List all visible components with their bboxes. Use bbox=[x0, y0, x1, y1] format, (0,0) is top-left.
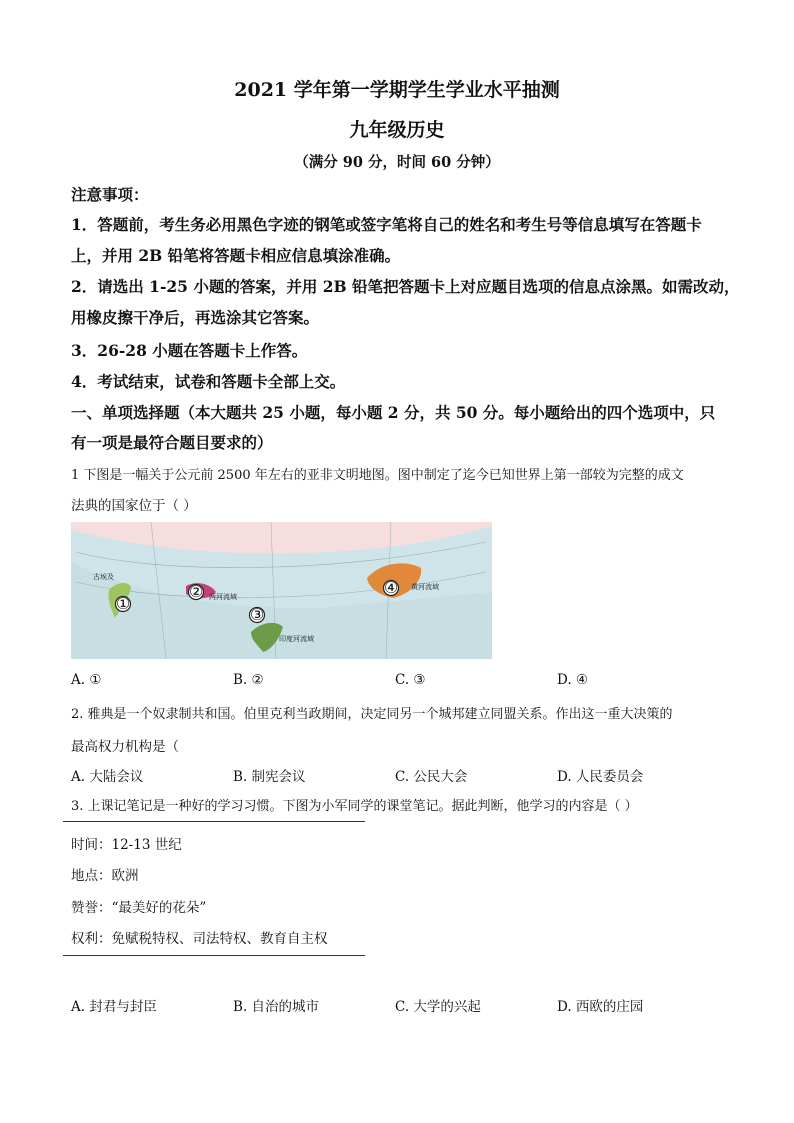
q3-note-praise: 赞誉：“最美好的花朵” bbox=[71, 900, 207, 916]
map-label-2: ② bbox=[189, 582, 204, 601]
q3-note-rights: 权利：免赋税特权、司法特权、教育自主权 bbox=[71, 931, 328, 947]
q3-note-time: 时间：12-13 世纪 bbox=[71, 837, 182, 853]
q1-stem-line-2: 法典的国家位于（ ） bbox=[71, 498, 197, 514]
ancient-civilization-map bbox=[71, 522, 492, 659]
q3-stem: 3. 上课记笔记是一种好的学习习惯。下图为小军同学的课堂笔记。据此判断，他学习的内容是（ ） bbox=[71, 799, 638, 814]
score-time: （满分 90 分，时间 60 分钟） bbox=[294, 154, 500, 171]
map-small-label-indus: 印度河流域 bbox=[279, 635, 314, 643]
q1-option-a[interactable]: A. ① bbox=[71, 672, 102, 688]
map-small-label-mesopotamia: 两河流域 bbox=[209, 593, 237, 601]
q2-option-b[interactable]: B. 制宪会议 bbox=[233, 769, 306, 785]
section-heading-line-2: 有一项是最符合题目要求的） bbox=[71, 433, 273, 452]
map-label-3: ③ bbox=[250, 605, 265, 624]
notice-item-3: 3．26-28 小题在答题卡上作答。 bbox=[71, 341, 308, 360]
notice-item-4: 4．考试结束，试卷和答题卡全部上交。 bbox=[71, 372, 346, 391]
q2-stem-line-1: 2. 雅典是一个奴隶制共和国。伯里克利当政期间，决定同另一个城邦建立同盟关系。作出这一重大决策的 bbox=[71, 707, 673, 722]
q2-stem-line-2: 最高权力机构是（ bbox=[71, 739, 179, 755]
notes-top-rule bbox=[63, 821, 365, 822]
map-label-1: ① bbox=[116, 594, 131, 613]
notice-item-2-line-1: 2．请选出 1-25 小题的答案，并用 2B 铅笔把答题卡上对应题目选项的信息点涂黑。如需改动， bbox=[71, 277, 740, 296]
q1-option-c[interactable]: C. ③ bbox=[395, 672, 426, 688]
q1-stem-line-1: 1 下图是一幅关于公元前 2500 年左右的亚非文明地图。图中制定了迄今已知世界上第一部较为完整的成文 bbox=[71, 468, 684, 483]
q1-option-d[interactable]: D. ④ bbox=[557, 672, 589, 688]
q2-option-d[interactable]: D. 人民委员会 bbox=[557, 769, 644, 785]
section-heading-line-1: 一、单项选择题（本大题共 25 小题，每小题 2 分，共 50 分。每小题给出的四个选项中，只 bbox=[71, 403, 716, 422]
q2-option-c[interactable]: C. 公民大会 bbox=[395, 769, 468, 785]
notice-item-2-line-2: 用橡皮擦干净后，再选涂其它答案。 bbox=[71, 308, 320, 327]
q3-option-c[interactable]: C. 大学的兴起 bbox=[395, 999, 481, 1015]
q3-option-a[interactable]: A. 封君与封臣 bbox=[71, 999, 157, 1015]
map-label-4: ④ bbox=[384, 578, 399, 597]
notice-item-1-line-2: 上，并用 2B 铅笔将答题卡相应信息填涂准确。 bbox=[71, 246, 401, 265]
exam-subtitle: 九年级历史 bbox=[349, 119, 445, 141]
map-small-label-egypt: 古埃及 bbox=[93, 573, 114, 581]
q1-option-b[interactable]: B. ② bbox=[233, 672, 264, 688]
notice-heading: 注意事项： bbox=[71, 185, 149, 204]
q2-option-a[interactable]: A. 大陆会议 bbox=[71, 769, 144, 785]
q3-note-place: 地点：欧洲 bbox=[71, 868, 139, 884]
notice-item-1-line-1: 1．答题前，考生务必用黑色字迹的钢笔或签字笔将自己的姓名和考生号等信息填写在答题卡 bbox=[71, 215, 702, 234]
notes-bottom-rule bbox=[63, 955, 365, 956]
exam-title: 2021 学年第一学期学生学业水平抽测 bbox=[234, 79, 560, 101]
q3-option-d[interactable]: D. 西欧的庄园 bbox=[557, 999, 644, 1015]
map-small-label-yellow-river: 黄河流域 bbox=[411, 583, 439, 591]
q3-option-b[interactable]: B. 自治的城市 bbox=[233, 999, 320, 1015]
